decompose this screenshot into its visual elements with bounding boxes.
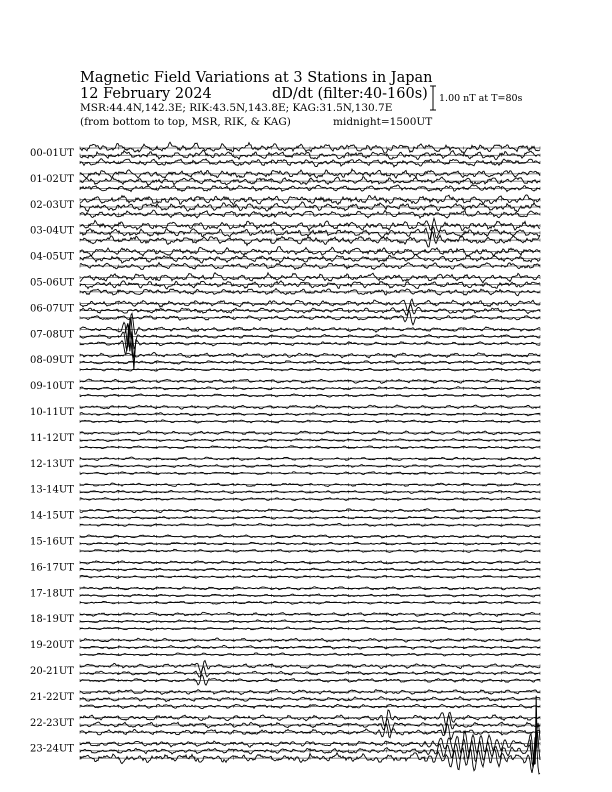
trace-kag — [80, 661, 540, 674]
chart-date: 12 February 2024 — [80, 86, 212, 102]
row-label: 06-07UT — [30, 303, 74, 315]
hour-row — [30, 195, 540, 218]
trace-rik — [80, 319, 540, 350]
trace-msr — [80, 289, 540, 296]
row-label: 22-23UT — [30, 717, 74, 729]
row-label: 14-15UT — [30, 510, 74, 522]
row-label: 17-18UT — [30, 588, 74, 600]
hour-row — [30, 638, 540, 656]
row-label: 08-09UT — [30, 355, 74, 367]
hour-row — [30, 561, 540, 579]
row-label: 20-21UT — [30, 666, 74, 677]
row-label: 16-17UT — [30, 562, 74, 574]
hour-row — [30, 169, 540, 191]
row-label: 13-14UT — [30, 484, 74, 496]
hour-row — [30, 661, 540, 686]
hour-row — [30, 313, 540, 358]
row-label: 01-02UT — [30, 173, 74, 185]
hour-row — [30, 509, 540, 527]
hour-row — [30, 483, 540, 501]
row-label: 18-19UT — [30, 614, 74, 626]
station-coordinates: MSR:44.4N,142.3E; RIK:43.5N,143.8E; KAG:31.5N,130.7E — [80, 102, 393, 114]
hour-row — [30, 379, 540, 397]
hour-row — [30, 142, 540, 167]
row-label: 10-11UT — [30, 407, 74, 418]
hour-row — [30, 352, 540, 371]
hour-row — [30, 247, 540, 270]
row-label: 00-01UT — [30, 148, 74, 159]
chart-title: Magnetic Field Variations at 3 Stations in Japan — [80, 70, 433, 86]
hour-row — [30, 299, 540, 325]
row-label: 03-04UT — [30, 225, 74, 237]
row-label: 12-13UT — [30, 458, 74, 470]
hour-row — [30, 218, 540, 247]
row-label: 02-03UT — [30, 199, 74, 211]
trace-kag — [80, 690, 540, 695]
trace-msr — [80, 159, 540, 167]
row-label: 21-22UT — [30, 691, 74, 703]
row-label: 07-08UT — [30, 329, 74, 341]
hour-row — [30, 587, 540, 604]
row-label: 23-24UT — [30, 743, 74, 755]
row-label: 19-20UT — [30, 640, 74, 652]
row-label: 09-10UT — [30, 381, 74, 393]
trace-order-note: (from bottom to top, MSR, RIK, & KAG) — [80, 116, 291, 128]
trace-rik — [80, 697, 540, 702]
hour-row — [30, 535, 540, 553]
hour-row — [30, 723, 540, 774]
hour-row — [30, 431, 540, 449]
hour-row — [30, 612, 540, 630]
amplitude-scale-label: 1.00 nT at T=80s — [439, 93, 523, 104]
chart-filter-mode: dD/dt (filter:40-160s) — [272, 86, 428, 102]
hour-row — [30, 273, 540, 296]
midnight-note: midnight=1500UT — [333, 116, 433, 128]
row-label: 15-16UT — [30, 536, 74, 548]
trace-rik — [80, 729, 540, 768]
hour-row — [30, 405, 540, 423]
hour-row — [30, 457, 540, 475]
trace-rik — [80, 202, 540, 212]
hour-row — [30, 690, 540, 709]
row-label: 05-06UT — [30, 277, 74, 289]
row-label: 11-12UT — [30, 432, 74, 444]
row-label: 04-05UT — [30, 251, 74, 263]
